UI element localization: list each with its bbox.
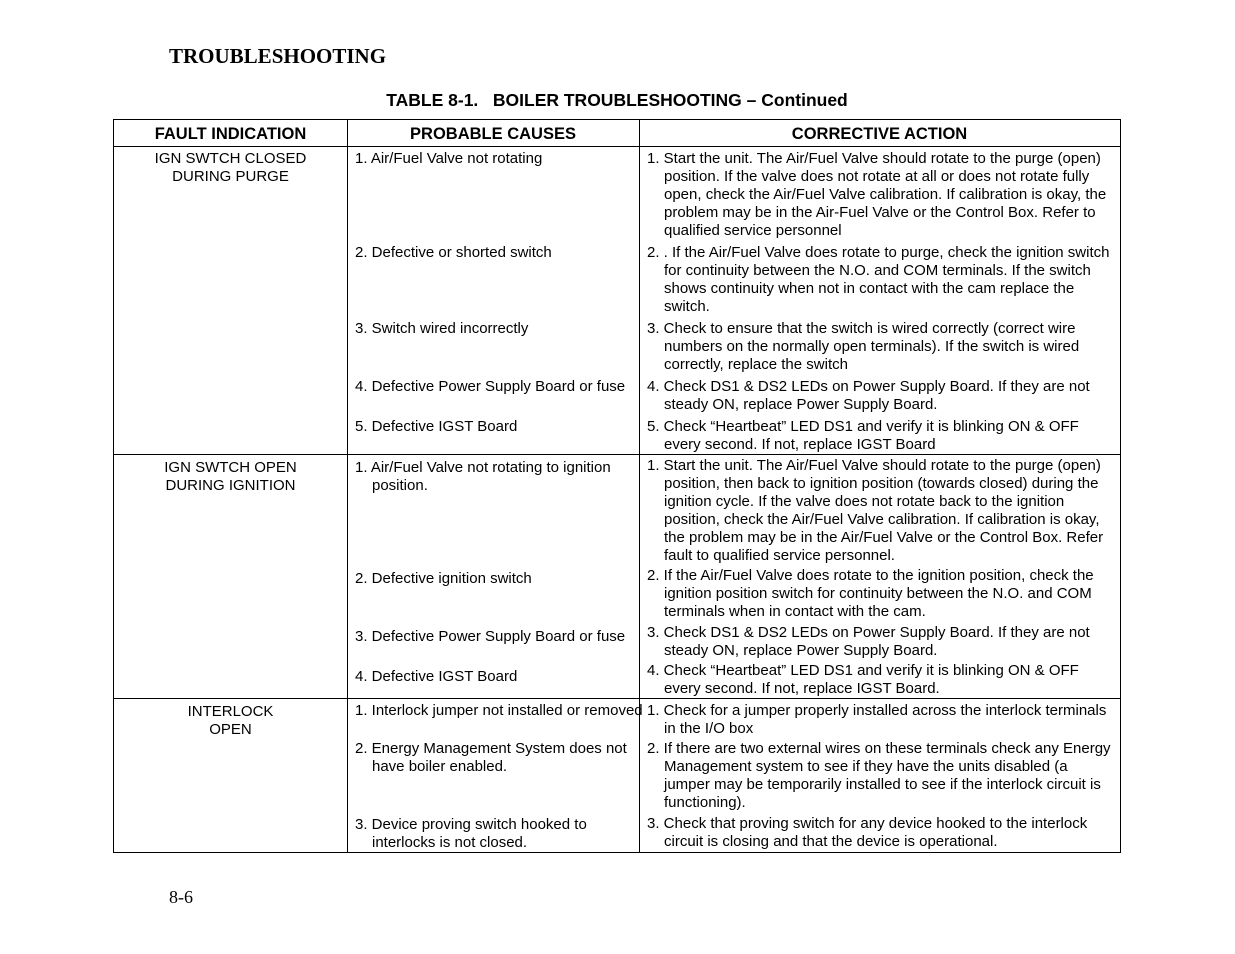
column-divider [347,120,348,852]
corrective-action: 4. Check “Heartbeat” LED DS1 and verify it is blinking ON & OFF every second. If not, replace IGST Board. [647,662,1079,697]
probable-cause: 2. Energy Management System does not have boiler enabled. [355,740,627,775]
probable-cause: 1. Air/Fuel Valve not rotating [355,150,543,167]
fault-indication [114,703,347,739]
fault-line: OPEN [209,721,252,738]
probable-cause: 4. Defective Power Supply Board or fuse [355,378,626,395]
row-divider [114,698,1120,699]
probable-cause: 3. Device proving switch hooked to interlocks is not closed. [355,816,587,851]
corrective-action: 2. If the Air/Fuel Valve does rotate to the ignition position, check the ignition position switch for continuity between the N.O. and COM terminals when in contact with the cam. [647,567,1094,620]
corrective-action: 3. Check to ensure that the switch is wired correctly (correct wire numbers on the normally open terminals). If the switch is wired correctly, replace the switch [647,320,1080,373]
header-corrective-action: CORRECTIVE ACTION [791,125,968,143]
fault-line: DURING PURGE [172,168,289,185]
header-probable-causes: PROBABLE CAUSES [410,125,576,143]
table-number: TABLE 8-1. [386,90,479,110]
troubleshooting-table [113,119,1121,853]
probable-cause: 3. Defective Power Supply Board or fuse [355,628,626,645]
probable-cause: 1. Interlock jumper not installed or removed [355,702,643,719]
corrective-action: 2. . If the Air/Fuel Valve does rotate to purge, check the ignition switch for continuity between the N.O. and COM terminals. If the switch shows continuity when not in contact with the cam replace the switch. [647,244,1110,315]
probable-cause: 4. Defective IGST Board [355,668,518,685]
header-divider [114,146,1120,147]
corrective-action: 5. Check “Heartbeat” LED DS1 and verify it is blinking ON & OFF every second. If not, replace IGST Board [647,418,1079,453]
fault-line: DURING IGNITION [165,477,296,494]
probable-cause: 1. Air/Fuel Valve not rotating to ignition position. [355,459,611,494]
fault-indication [114,459,347,495]
table-caption: BOILER TROUBLESHOOTING – Continued [492,90,848,110]
row-divider [114,454,1120,455]
fault-line: INTERLOCK [187,703,274,720]
header-fault-indication: FAULT INDICATION [154,125,307,143]
corrective-action: 1. Check for a jumper properly installed across the interlock terminals in the I/O box [647,702,1107,737]
section-title: TROUBLESHOOTING [169,44,387,68]
probable-cause: 5. Defective IGST Board [355,418,518,435]
probable-cause: 2. Defective ignition switch [355,570,532,587]
corrective-action: 3. Check DS1 & DS2 LEDs on Power Supply Board. If they are not steady ON, replace Power Supply Board. [647,624,1090,659]
fault-line: IGN SWTCH OPEN [164,459,297,476]
fault-line: IGN SWTCH CLOSED [154,150,307,167]
fault-indication [114,150,347,186]
table-title [113,90,1121,111]
corrective-action: 1. Start the unit. The Air/Fuel Valve should rotate to the purge (open) position, then back to ignition position (towards closed) during the ignition cycle. If the valve does not rotate back to the ignition position, check the Air/Fuel Valve calibration. If calibration is okay, the problem may be in the Air/Fuel Valve or the Control Box. Refer fault to qualified service personnel. [647,457,1104,564]
probable-cause: 3. Switch wired incorrectly [355,320,529,337]
page-number: 8-6 [169,887,193,907]
corrective-action: 1. Start the unit. The Air/Fuel Valve should rotate to the purge (open) position. If the valve does not rotate at all or does not rotate fully open, check the Air/Fuel Valve calibration. If calibration is okay, the problem may be in the Air-Fuel Valve or the Control Box. Refer to qualified service personnel [647,150,1107,239]
corrective-action: 2. If there are two external wires on these terminals check any Energy Management system to see if they have the units disabled (a jumper may be temporarily installed to see if the interlock circuit is functioning). [647,740,1111,811]
corrective-action: 4. Check DS1 & DS2 LEDs on Power Supply Board. If they are not steady ON, replace Power Supply Board. [647,378,1090,413]
corrective-action: 3. Check that proving switch for any device hooked to the interlock circuit is closing and that the device is operational. [647,815,1088,850]
probable-cause: 2. Defective or shorted switch [355,244,552,261]
